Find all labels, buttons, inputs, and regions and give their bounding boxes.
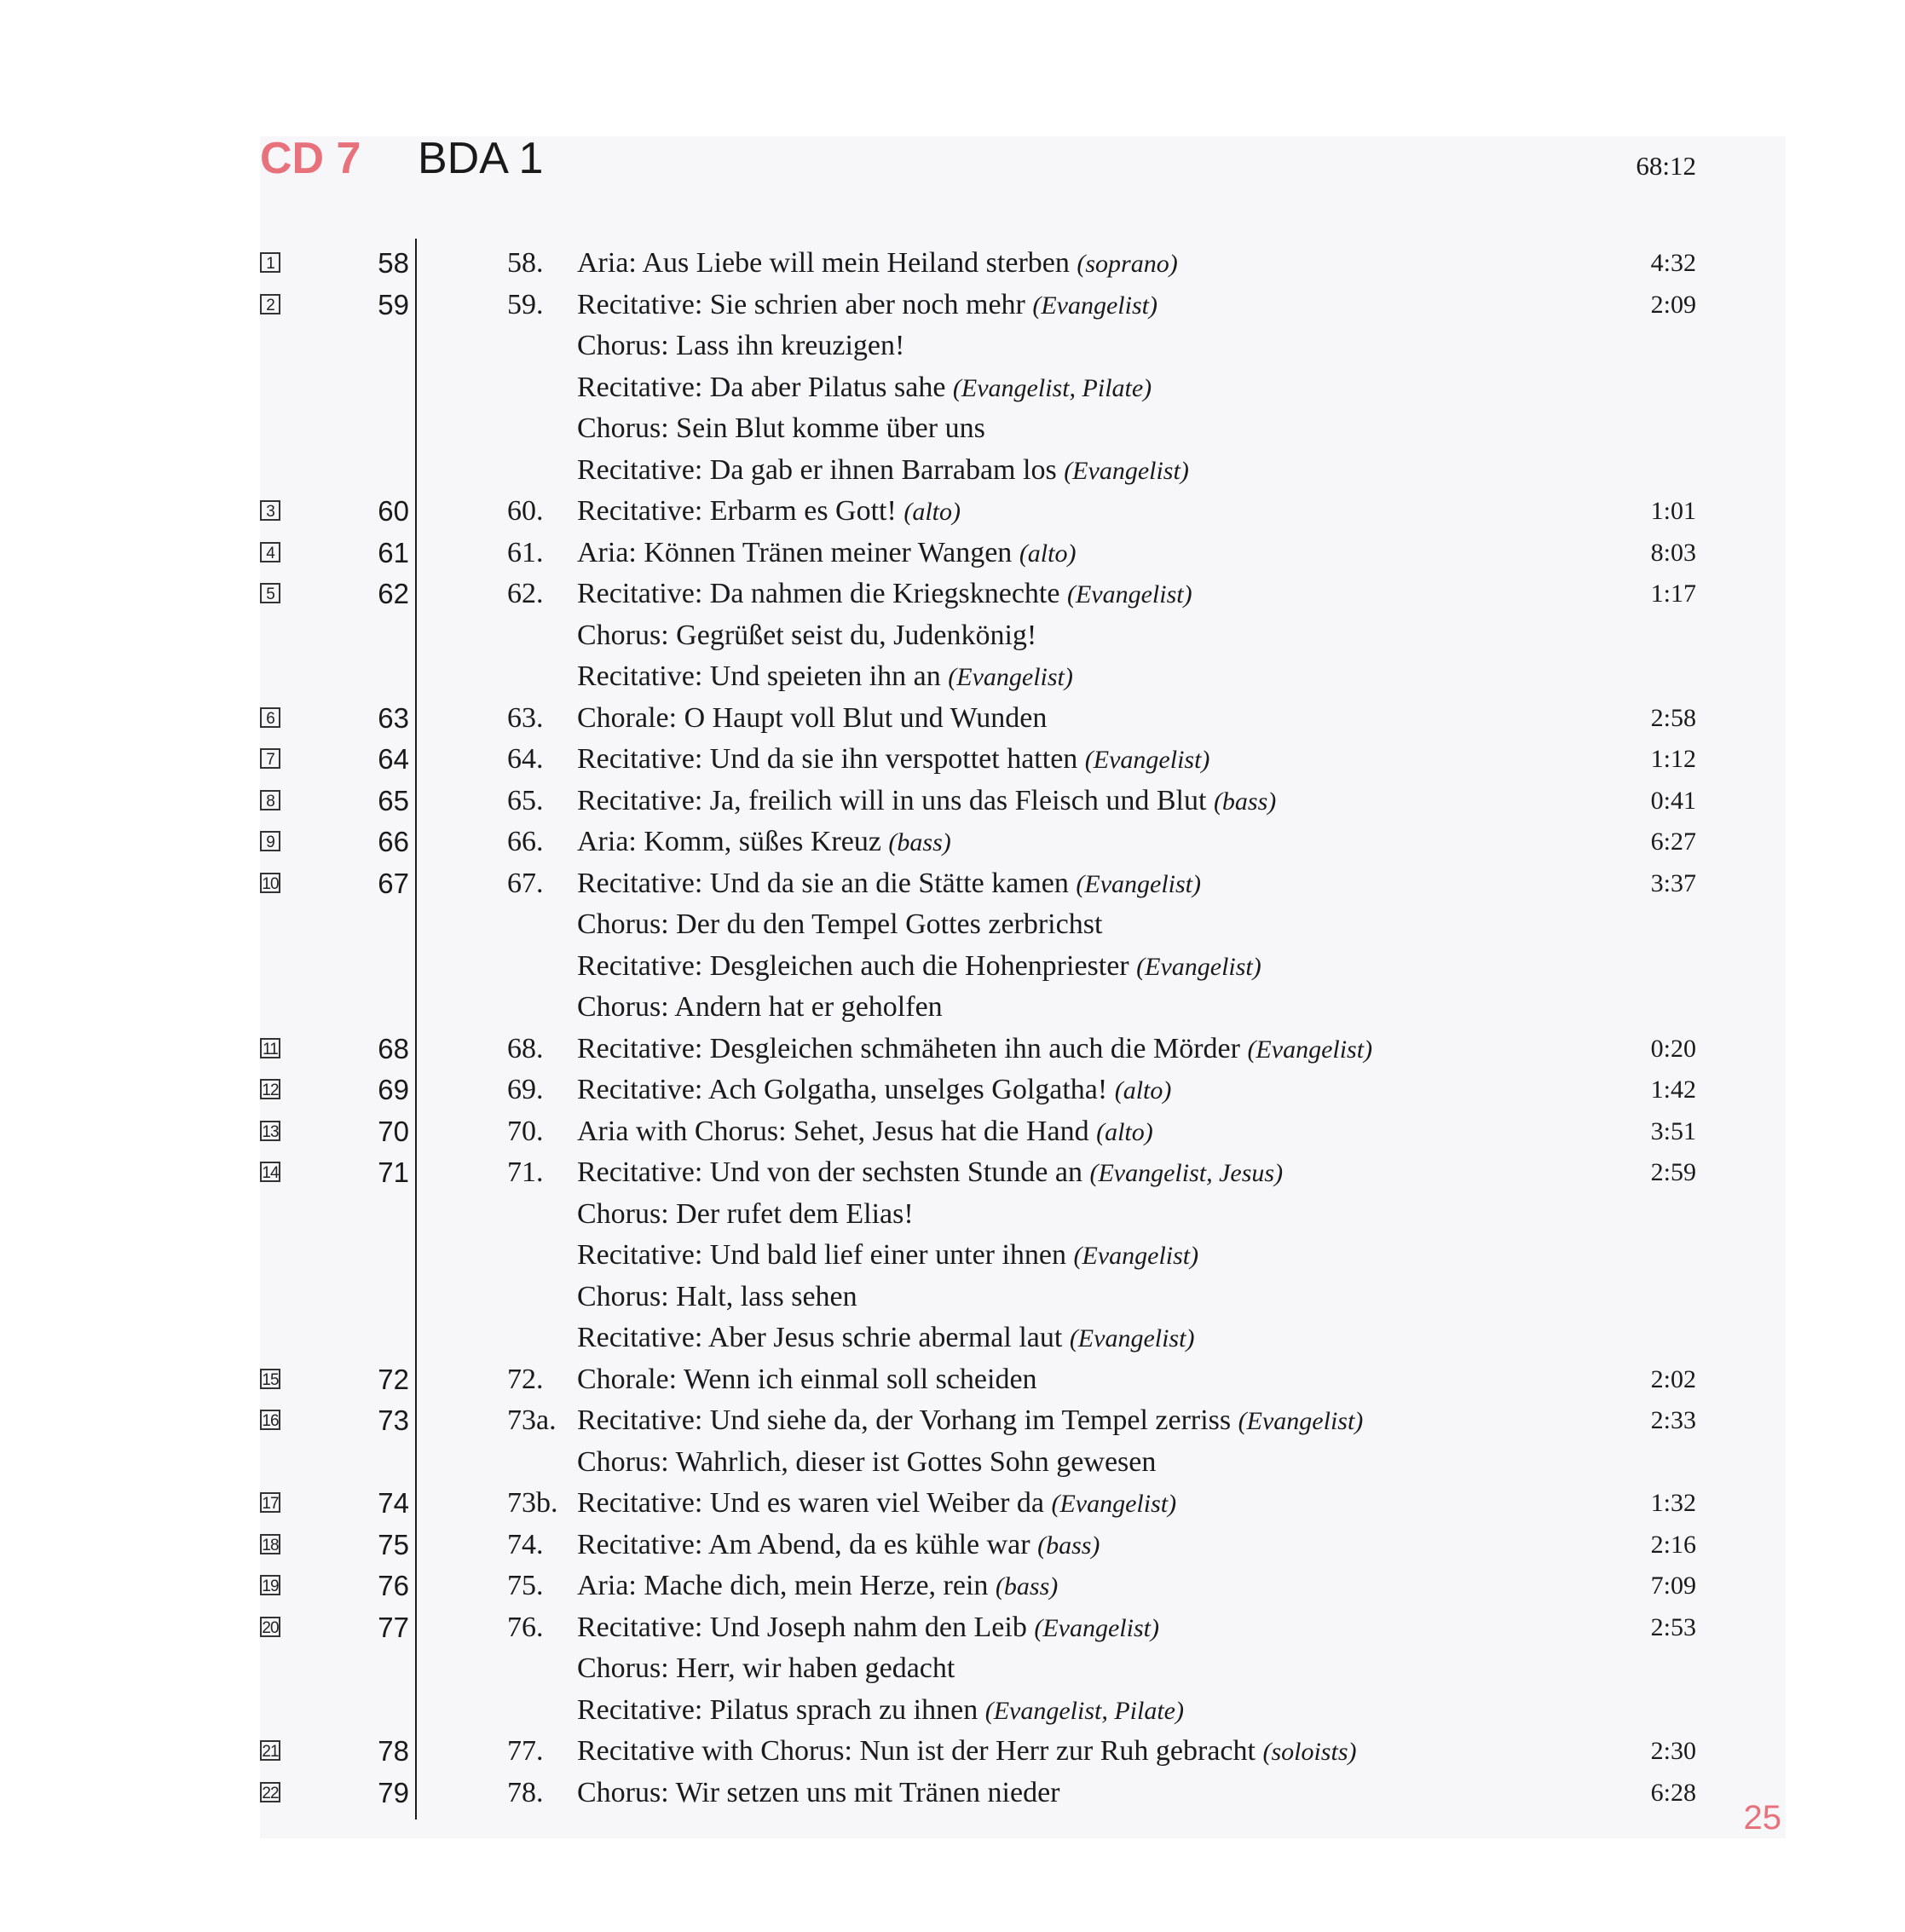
track-title-text: Recitative: Sie schrien aber noch mehr	[577, 288, 1025, 320]
track-number-box: 20	[260, 1617, 280, 1637]
track-title-text: Recitative: Ach Golgatha, unselges Golgatha!	[577, 1074, 1108, 1105]
track-duration: 1:12	[1650, 745, 1696, 773]
disc-title: BDA 1	[418, 134, 544, 183]
track-title	[577, 326, 904, 366]
cd-label: CD 7	[260, 134, 361, 183]
bwv-number: 73	[378, 1404, 409, 1436]
movement-number: 61.	[507, 536, 544, 568]
movement-number: 73b.	[507, 1487, 558, 1519]
track-title	[577, 863, 1201, 905]
voice-part: (Evangelist)	[1073, 1242, 1199, 1270]
track-duration: 2:16	[1650, 1530, 1696, 1559]
movement-number: 76.	[507, 1611, 544, 1643]
voice-part: (Evangelist)	[1076, 869, 1201, 898]
bwv-number: 64	[378, 743, 409, 775]
track-title	[577, 1648, 955, 1689]
track-row	[260, 1029, 1786, 1070]
track-title-text: Recitative: Und speieten ihn an	[577, 660, 941, 692]
track-title	[577, 367, 1152, 409]
movement-number: 71.	[507, 1156, 544, 1188]
bwv-number: 78	[378, 1735, 409, 1767]
bwv-number: 76	[378, 1570, 409, 1601]
track-title-text: Aria: Mache dich, mein Herze, rein	[577, 1570, 989, 1601]
track-duration: 1:17	[1650, 580, 1696, 608]
voice-part: (alto)	[1019, 539, 1077, 568]
track-row	[260, 822, 1786, 863]
track-title-text: Recitative: Und da sie ihn verspottet hatten	[577, 743, 1078, 775]
track-duration: 2:09	[1650, 290, 1696, 319]
track-row	[260, 1525, 1786, 1566]
track-number-box: 10	[260, 873, 280, 893]
track-title	[577, 1690, 1184, 1732]
track-title	[577, 822, 951, 863]
bwv-number: 61	[378, 536, 409, 568]
voice-part: (Evangelist)	[1034, 1613, 1159, 1642]
track-number-box: 18	[260, 1534, 280, 1554]
track-title-text: Recitative: Am Abend, da es kühle war	[577, 1528, 1030, 1560]
track-duration: 8:03	[1650, 538, 1696, 567]
movement-number: 67.	[507, 867, 544, 899]
movement-number: 70.	[507, 1115, 544, 1147]
track-duration: 1:32	[1650, 1489, 1696, 1517]
voice-part: (alto)	[1096, 1117, 1153, 1146]
voice-part: (soloists)	[1262, 1738, 1357, 1766]
track-duration: 2:59	[1650, 1158, 1696, 1186]
track-row	[260, 1690, 1786, 1732]
track-number-box: 4	[260, 542, 280, 562]
track-row	[260, 1194, 1786, 1236]
bwv-number: 70	[378, 1115, 409, 1147]
track-title-text: Recitative: Da aber Pilatus sahe	[577, 371, 946, 403]
bwv-number: 72	[378, 1363, 409, 1395]
track-title-text: Recitative: Da nahmen die Kriegsknechte	[577, 578, 1060, 609]
voice-part: (bass)	[1213, 787, 1277, 816]
track-title	[577, 285, 1157, 326]
track-row	[260, 450, 1786, 492]
track-duration: 1:01	[1650, 497, 1696, 525]
track-duration: 2:30	[1650, 1737, 1696, 1765]
track-title	[577, 1566, 1058, 1607]
track-title	[577, 615, 1036, 656]
track-title-text: Recitative: Ja, freilich will in uns das Fleisch und Blut	[577, 784, 1207, 816]
track-duration: 4:32	[1650, 249, 1696, 277]
track-title	[577, 1235, 1198, 1277]
track-row	[260, 656, 1786, 698]
track-title	[577, 1070, 1171, 1111]
track-row	[260, 1483, 1786, 1525]
track-row	[260, 1566, 1786, 1607]
track-title-text: Recitative: Desgleichen auch die Hohenpriester	[577, 949, 1129, 982]
track-title	[577, 1152, 1283, 1194]
track-list	[260, 243, 1786, 1814]
track-number-box: 7	[260, 748, 280, 769]
movement-number: 58.	[507, 247, 544, 279]
track-title-text: Chorus: Herr, wir haben gedacht	[577, 1652, 955, 1684]
track-number-box: 21	[260, 1740, 280, 1761]
bwv-number: 71	[378, 1156, 409, 1188]
track-title-text: Chorus: Sein Blut komme über uns	[577, 412, 985, 444]
track-row	[260, 1648, 1786, 1690]
track-row	[260, 1359, 1786, 1401]
track-title-text: Chorus: Halt, lass sehen	[577, 1280, 857, 1312]
voice-part: (Evangelist, Pilate)	[984, 1696, 1184, 1725]
track-title-text: Recitative: Und bald lief einer unter ihnen	[577, 1239, 1067, 1271]
track-title	[577, 781, 1276, 822]
track-row	[260, 1235, 1786, 1277]
booklet-page	[260, 136, 1786, 1838]
track-duration: 7:09	[1650, 1572, 1696, 1600]
movement-number: 62.	[507, 578, 544, 609]
track-number-box: 22	[260, 1782, 280, 1802]
voice-part: (Evangelist)	[948, 663, 1073, 691]
track-duration: 0:41	[1650, 786, 1696, 815]
track-title	[577, 408, 985, 449]
voice-part: (Evangelist)	[1064, 456, 1189, 485]
track-row	[260, 1111, 1786, 1153]
track-title-text: Recitative: Aber Jesus schrie abermal laut	[577, 1322, 1063, 1353]
track-number-box: 14	[260, 1162, 280, 1182]
movement-number: 74.	[507, 1528, 544, 1560]
track-title-text: Recitative: Da gab er ihnen Barrabam los	[577, 453, 1057, 486]
track-duration: 2:58	[1650, 703, 1696, 732]
movement-number: 77.	[507, 1735, 544, 1767]
voice-part: (Evangelist)	[1066, 580, 1192, 608]
track-number-box: 9	[260, 831, 280, 851]
track-row	[260, 615, 1786, 657]
voice-part: (soprano)	[1077, 250, 1178, 278]
track-row	[260, 904, 1786, 946]
track-title	[577, 533, 1076, 574]
bwv-number: 74	[378, 1487, 409, 1519]
total-time: 68:12	[1636, 151, 1696, 181]
track-title	[577, 1400, 1363, 1442]
track-title-text: Chorus: Wahrlich, dieser ist Gottes Sohn gewesen	[577, 1445, 1157, 1478]
voice-part: (Evangelist)	[1136, 952, 1261, 981]
track-row	[260, 408, 1786, 450]
track-title-text: Chorus: Andern hat er geholfen	[577, 991, 943, 1023]
movement-number: 63.	[507, 701, 544, 734]
movement-number: 59.	[507, 288, 544, 320]
track-title-text: Recitative: Desgleichen schmäheten ihn auch die Mörder	[577, 1032, 1240, 1064]
voice-part: (Evangelist)	[1247, 1035, 1373, 1064]
track-row	[260, 243, 1786, 285]
track-title-text: Recitative: Erbarm es Gott!	[577, 495, 897, 527]
track-title-text: Recitative: Und von der sechsten Stunde an	[577, 1156, 1082, 1188]
page-number: 25	[1743, 1799, 1781, 1837]
track-title-text: Chorale: O Haupt voll Blut und Wunden	[577, 701, 1048, 734]
movement-number: 66.	[507, 826, 544, 857]
voice-part: (Evangelist)	[1051, 1490, 1177, 1518]
track-title	[577, 1483, 1176, 1525]
movement-number: 78.	[507, 1776, 544, 1808]
movement-number: 68.	[507, 1032, 544, 1064]
track-title	[577, 1607, 1159, 1649]
track-number-box: 12	[260, 1079, 280, 1099]
track-row	[260, 1277, 1786, 1318]
voice-part: (Evangelist)	[1084, 746, 1210, 774]
track-row	[260, 1731, 1786, 1773]
track-title	[577, 450, 1189, 492]
movement-number: 64.	[507, 743, 544, 775]
track-row	[260, 491, 1786, 533]
track-number-box: 2	[260, 294, 280, 314]
track-title-text: Aria: Aus Liebe will mein Heiland sterben	[577, 247, 1070, 279]
track-duration: 3:37	[1650, 868, 1696, 897]
track-row	[260, 367, 1786, 409]
track-title-text: Aria: Komm, süßes Kreuz	[577, 826, 881, 857]
track-number-box: 8	[260, 790, 280, 810]
track-row	[260, 1442, 1786, 1484]
track-row	[260, 1400, 1786, 1442]
track-title-text: Chorus: Der rufet dem Elias!	[577, 1197, 914, 1230]
track-title-text: Chorus: Der du den Tempel Gottes zerbrichst	[577, 908, 1103, 940]
track-duration: 2:33	[1650, 1406, 1696, 1434]
voice-part: (bass)	[995, 1572, 1059, 1600]
voice-part: (bass)	[888, 828, 951, 856]
track-row	[260, 285, 1786, 326]
voice-part: (Evangelist)	[1032, 291, 1157, 320]
voice-part: (Evangelist)	[1238, 1407, 1364, 1435]
movement-number: 73a.	[507, 1404, 557, 1436]
track-number-box: 15	[260, 1369, 280, 1389]
track-title	[577, 698, 1047, 739]
voice-part: (alto)	[1114, 1076, 1172, 1104]
track-number-box: 16	[260, 1410, 280, 1430]
bwv-number: 69	[378, 1074, 409, 1105]
voice-part: (alto)	[903, 498, 961, 526]
track-row	[260, 987, 1786, 1029]
track-duration: 6:27	[1650, 828, 1696, 856]
voice-part: (bass)	[1037, 1531, 1100, 1560]
track-number-box: 3	[260, 500, 280, 521]
track-duration: 2:53	[1650, 1612, 1696, 1641]
track-title-text: Recitative: Pilatus sprach zu ihnen	[577, 1693, 978, 1726]
track-number-box: 6	[260, 707, 280, 728]
bwv-number: 66	[378, 826, 409, 857]
track-title-text: Chorus: Wir setzen uns mit Tränen nieder	[577, 1776, 1060, 1808]
bwv-number: 77	[378, 1611, 409, 1643]
track-title	[577, 1318, 1194, 1359]
track-title-text: Chorale: Wenn ich einmal soll scheiden	[577, 1363, 1037, 1395]
track-number-box: 1	[260, 252, 280, 273]
track-title	[577, 739, 1209, 781]
track-title	[577, 904, 1102, 945]
bwv-number: 67	[378, 867, 409, 899]
bwv-number: 65	[378, 784, 409, 816]
track-title-text: Recitative: Und da sie an die Stätte kamen	[577, 867, 1069, 899]
movement-number: 69.	[507, 1074, 544, 1105]
track-title	[577, 656, 1073, 698]
track-title-text: Recitative: Und Joseph nahm den Leib	[577, 1611, 1027, 1643]
bwv-number: 58	[378, 247, 409, 279]
track-row	[260, 1152, 1786, 1194]
track-title-text: Chorus: Lass ihn kreuzigen!	[577, 330, 905, 361]
voice-part: (Evangelist, Jesus)	[1089, 1159, 1284, 1187]
track-title	[577, 243, 1178, 285]
track-duration: 6:28	[1650, 1778, 1696, 1807]
track-title	[577, 574, 1192, 615]
track-row	[260, 533, 1786, 574]
bwv-number: 60	[378, 495, 409, 527]
bwv-number: 62	[378, 578, 409, 609]
track-number-box: 5	[260, 583, 280, 603]
track-row	[260, 1607, 1786, 1649]
bwv-number: 68	[378, 1032, 409, 1064]
track-title	[577, 1029, 1372, 1070]
track-title-text: Recitative: Und es waren viel Weiber da	[577, 1487, 1044, 1519]
track-title	[577, 1194, 914, 1235]
track-row	[260, 574, 1786, 615]
track-title-text: Recitative with Chorus: Nun ist der Herr zur Ruh gebracht	[577, 1735, 1256, 1767]
movement-number: 60.	[507, 495, 544, 527]
track-title	[577, 491, 961, 533]
track-number-box: 17	[260, 1492, 280, 1513]
track-title	[577, 987, 943, 1028]
movement-number: 65.	[507, 784, 544, 816]
track-duration: 3:51	[1650, 1116, 1696, 1145]
track-duration: 2:02	[1650, 1364, 1696, 1393]
track-row	[260, 326, 1786, 367]
voice-part: (Evangelist, Pilate)	[952, 373, 1152, 402]
track-number-box: 11	[260, 1038, 280, 1058]
track-title-text: Chorus: Gegrüßet seist du, Judenkönig!	[577, 619, 1037, 651]
track-title	[577, 1731, 1356, 1773]
track-title	[577, 1773, 1060, 1814]
track-row	[260, 863, 1786, 905]
movement-number: 72.	[507, 1363, 544, 1395]
bwv-number: 75	[378, 1528, 409, 1560]
track-duration: 1:42	[1650, 1076, 1696, 1104]
track-row	[260, 1773, 1786, 1814]
track-title	[577, 1111, 1153, 1153]
track-number-box: 19	[260, 1575, 280, 1595]
bwv-number: 79	[378, 1776, 409, 1808]
track-number-box: 13	[260, 1121, 280, 1141]
track-title-text: Aria with Chorus: Sehet, Jesus hat die Hand	[577, 1115, 1089, 1147]
track-title	[577, 1277, 857, 1318]
track-title-text: Aria: Können Tränen meiner Wangen	[577, 536, 1013, 568]
track-row	[260, 946, 1786, 988]
track-title	[577, 946, 1261, 988]
track-title	[577, 1525, 1100, 1566]
track-row	[260, 781, 1786, 822]
movement-number: 75.	[507, 1570, 544, 1601]
track-duration: 0:20	[1650, 1034, 1696, 1063]
track-title	[577, 1359, 1037, 1400]
bwv-number: 59	[378, 288, 409, 320]
voice-part: (Evangelist)	[1069, 1324, 1195, 1352]
track-row	[260, 698, 1786, 740]
track-row	[260, 1070, 1786, 1111]
track-row	[260, 1318, 1786, 1359]
track-title-text: Recitative: Und siehe da, der Vorhang im Tempel zerriss	[577, 1404, 1232, 1436]
bwv-number: 63	[378, 701, 409, 734]
track-row	[260, 739, 1786, 781]
track-title	[577, 1442, 1156, 1483]
